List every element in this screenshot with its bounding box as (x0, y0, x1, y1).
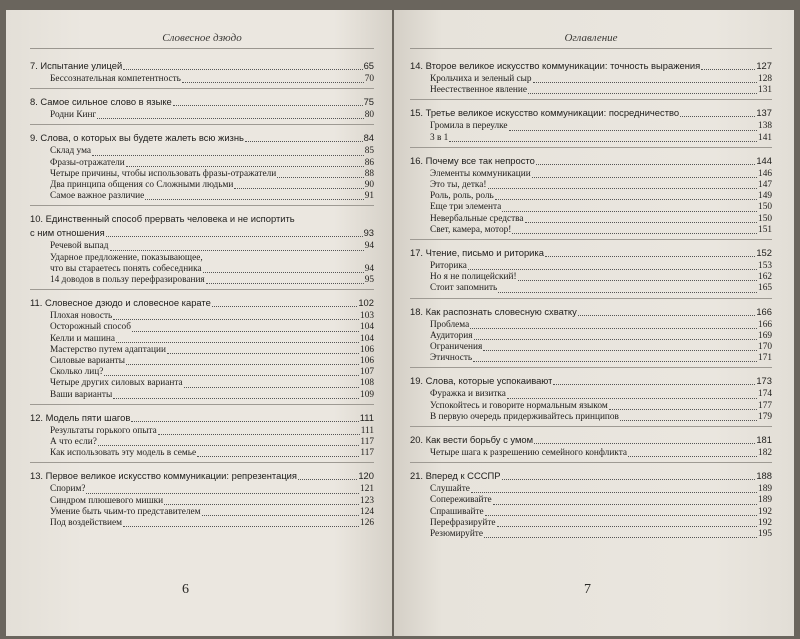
toc-list (30, 53, 374, 532)
section-row (30, 496, 374, 507)
dot-leader (502, 211, 757, 212)
dot-leader (206, 283, 364, 284)
section-row (410, 261, 772, 272)
section-title: Проблема (430, 319, 470, 330)
section-title: Синдром плюшевого мишки (50, 495, 164, 506)
dot-leader (484, 537, 757, 538)
section-title: Неестественное явление (430, 85, 527, 96)
dot-leader (502, 479, 756, 480)
dot-leader (528, 93, 757, 94)
dot-leader (525, 222, 758, 223)
dot-leader (449, 141, 757, 142)
page-ref: 169 (758, 330, 772, 341)
section-row (410, 283, 772, 294)
page-ref: 111 (360, 425, 374, 436)
section-row (410, 272, 772, 283)
chapter-title-row (30, 132, 374, 144)
dot-leader (98, 445, 360, 446)
page-ref: 166 (758, 319, 772, 330)
page-ref: 195 (758, 529, 772, 540)
dot-leader (473, 361, 757, 362)
dot-leader (471, 492, 757, 493)
section-title: Крольчиха и зеленый сыр (430, 74, 532, 84)
section-row (410, 448, 772, 459)
section-title: Четыре шага к разрешению семейного конфликта (430, 448, 627, 459)
dot-leader (680, 116, 755, 117)
chapter-title-row (410, 470, 772, 482)
chapter-title-row (30, 412, 374, 424)
dot-leader (474, 339, 758, 340)
dot-leader (164, 504, 359, 505)
chapter-title: 8. Самое сильное слово в языке (30, 96, 172, 108)
section-row (410, 225, 772, 236)
section-title: В первую очередь придерживайтесь принципов (430, 411, 619, 422)
page-ref: 150 (758, 202, 772, 213)
section-title: Два принципа общения со Сложными людьми (50, 180, 234, 191)
section-row (410, 412, 772, 423)
section-title: Самое важное различие (50, 191, 145, 202)
section-title: Стоит запомнить (430, 283, 498, 294)
section-title: Громила в переулке (430, 121, 508, 132)
running-head: Оглавление (564, 32, 618, 44)
section-title: Успокойтесь и говорите нормальным языком (430, 400, 608, 411)
section-title: Это ты, детка! (430, 180, 487, 191)
section-title: Четыре других силовых варианта (50, 378, 183, 389)
section-row-cont (30, 264, 374, 275)
title-continuation: что вы стараетесь понять собеседника (50, 263, 202, 274)
chapter-title: 7. Испытание улицей (30, 60, 123, 71)
section-row (30, 356, 374, 367)
section-row (30, 180, 374, 191)
section-row (30, 390, 374, 401)
page-number: 6 (182, 582, 189, 597)
section-row (30, 378, 374, 389)
dot-leader (126, 364, 359, 365)
chapter-title: 17. Чтение, письмо и риторика (410, 247, 544, 259)
dot-leader (495, 199, 757, 200)
dot-leader (202, 515, 359, 516)
dot-leader (620, 420, 757, 421)
section-row (410, 484, 772, 495)
section-title: Еще три элемента (430, 202, 502, 213)
section-row (410, 353, 772, 364)
section-title: Слушайте (430, 484, 470, 495)
page-ref: 162 (758, 272, 772, 283)
page-ref: 192 (758, 517, 772, 528)
section-title: Фуражка и визитка (430, 389, 506, 400)
chapter-title: 10. Единственный способ прервать человека и не испортить (30, 213, 295, 225)
page-ref: 117 (360, 448, 374, 459)
dot-leader (126, 166, 364, 167)
page-ref: 117 (360, 437, 374, 448)
page-ref: 137 (756, 107, 772, 119)
page-ref: 149 (758, 191, 772, 202)
dot-leader (488, 188, 758, 189)
chapter-block (30, 205, 374, 289)
chapter-title-row (30, 60, 374, 72)
dot-leader (173, 105, 363, 106)
section-row (30, 311, 374, 322)
dot-leader (545, 256, 755, 257)
dot-leader (167, 353, 359, 354)
section-row (410, 214, 772, 225)
chapter-title-row (30, 470, 374, 482)
page-ref: 182 (758, 448, 772, 459)
section-title: Результаты горького опыта (50, 425, 157, 436)
page-ref: 121 (360, 484, 374, 495)
dot-leader (470, 328, 757, 329)
page-ref: 150 (758, 213, 772, 224)
chapter-title: 12. Модель пяти шагов (30, 411, 131, 423)
section-row (410, 191, 772, 202)
page-ref: 165 (758, 283, 772, 294)
section-row (30, 169, 374, 180)
section-title: Умение быть чьим-то представителем (50, 506, 201, 517)
page-ref: 111 (359, 411, 374, 423)
section-title: Бессознательная компетентность (50, 74, 181, 84)
right-page (394, 10, 794, 636)
dot-leader (212, 306, 358, 307)
dot-leader (197, 456, 359, 457)
page-ref: 106 (360, 344, 374, 355)
dot-leader (483, 350, 757, 351)
section-title: Фразы-отражатели (50, 157, 125, 168)
section-title: Элементы коммуникации (430, 168, 531, 179)
dot-leader (92, 155, 364, 156)
section-row (410, 74, 772, 85)
section-title: Мастерство путем адаптации (50, 344, 166, 355)
section-title: Осторожный способ (50, 322, 131, 333)
section-row (410, 202, 772, 213)
dot-leader (507, 398, 757, 399)
page-ref: 102 (358, 297, 374, 309)
dot-leader (113, 398, 359, 399)
section-row (30, 146, 374, 157)
section-row (30, 507, 374, 518)
section-row (30, 518, 374, 529)
section-title: Но я не полицейский! (430, 272, 517, 283)
page-ref: 141 (758, 132, 772, 143)
chapter-block (410, 99, 772, 146)
page-ref: 147 (758, 180, 772, 191)
section-row (30, 110, 374, 121)
section-row (410, 389, 772, 400)
section-title: Силовые варианты (50, 356, 125, 367)
dot-leader (104, 375, 359, 376)
dot-leader (485, 515, 757, 516)
header-rule (410, 48, 772, 49)
page-ref: 70 (364, 74, 374, 84)
section-row (410, 401, 772, 412)
section-row (30, 241, 374, 252)
chapter-block (30, 124, 374, 205)
section-row (410, 180, 772, 191)
section-title: Спорим? (50, 484, 86, 495)
chapter-title-row (30, 297, 374, 309)
section-title: Родни Кинг (50, 110, 97, 121)
section-title: Склад ума (50, 146, 92, 157)
dot-leader (158, 434, 360, 435)
page-number: 7 (584, 582, 591, 597)
section-title: Келли и машина (50, 333, 116, 344)
chapter-title-row (30, 96, 374, 108)
page-ref: 177 (758, 400, 772, 411)
page-ref: 170 (758, 342, 772, 353)
page-ref: 104 (360, 333, 374, 344)
section-title: Ударное предложение, показывающее, (50, 252, 203, 263)
section-title: Четыре причины, чтобы использовать фразы-отражатели (50, 168, 277, 179)
chapter-block (30, 53, 374, 88)
running-head: Словесное дзюдо (162, 32, 242, 44)
page-ref: 93 (363, 227, 374, 239)
page-ref: 127 (756, 60, 772, 71)
page-ref: 153 (758, 261, 772, 272)
page-ref: 192 (758, 506, 772, 517)
section-row (30, 275, 374, 286)
page-ref: 75 (363, 96, 374, 108)
dot-leader (628, 456, 757, 457)
dot-leader (534, 443, 755, 444)
chapter-title: 15. Третье великое искусство коммуникации: посредничество (410, 107, 680, 119)
chapter-title-row (410, 60, 772, 72)
page-ref: 108 (360, 378, 374, 389)
chapter-block (410, 462, 772, 543)
page-ref: 146 (758, 168, 772, 179)
section-title: Как использовать эту модель в семье (50, 448, 197, 459)
section-row (410, 331, 772, 342)
dot-leader (497, 526, 758, 527)
page-ref: 188 (756, 470, 772, 482)
chapter-title: 20. Как вести борьбу с умом (410, 434, 534, 446)
section-row (30, 322, 374, 333)
page-ref: 124 (360, 506, 374, 517)
chapter-block (410, 298, 772, 368)
page-ref: 173 (756, 375, 772, 387)
page-ref: 90 (364, 180, 374, 191)
dot-leader (701, 69, 755, 70)
section-row (410, 169, 772, 180)
page-ref: 85 (364, 146, 374, 157)
section-title: А что если? (50, 437, 97, 448)
section-title: Ограничения (430, 342, 483, 353)
page-ref: 174 (758, 389, 772, 400)
page-ref: 80 (364, 110, 374, 121)
section-row (30, 484, 374, 495)
section-title: Аудитория (430, 330, 473, 341)
section-row (30, 191, 374, 202)
dot-leader (277, 177, 364, 178)
section-row (30, 345, 374, 356)
page-ref: 106 (360, 356, 374, 367)
page-ref: 94 (364, 263, 374, 274)
page-ref: 84 (363, 132, 374, 144)
page-ref: 166 (756, 305, 772, 317)
chapter-title: 16. Почему все так непросто (410, 154, 535, 166)
page-ref: 104 (360, 322, 374, 333)
chapter-title-row (410, 247, 772, 259)
chapter-block (30, 88, 374, 124)
section-title: Сколько лиц? (50, 367, 104, 378)
dot-leader (123, 526, 359, 527)
section-title: Роль, роль, роль (430, 191, 494, 202)
section-title: 3 в 1 (430, 132, 449, 143)
section-title: Под воздействием (50, 518, 123, 529)
page-ref: 91 (364, 191, 374, 202)
section-title: Сопереживайте (430, 495, 492, 506)
section-row (30, 367, 374, 378)
section-row (410, 518, 772, 529)
section-title: Ваши варианты (50, 389, 113, 400)
dot-leader (132, 331, 359, 332)
page-ref: 86 (364, 157, 374, 168)
section-title: Плохая новость (50, 311, 113, 322)
chapter-block (410, 147, 772, 239)
chapter-title: 19. Слова, которые успокаивают (410, 375, 553, 387)
dot-leader (116, 342, 359, 343)
section-row (410, 507, 772, 518)
section-title: Спрашивайте (430, 506, 484, 517)
left-page (6, 10, 392, 636)
section-row (30, 437, 374, 448)
section-row (30, 334, 374, 345)
chapter-title-row (410, 375, 772, 387)
chapter-title-row (410, 155, 772, 167)
chapter-title-row (30, 213, 374, 225)
section-row (410, 121, 772, 132)
dot-leader (532, 177, 757, 178)
chapter-block (410, 53, 772, 99)
section-title: Свет, камера, мотор! (430, 224, 512, 235)
chapter-title-row (410, 306, 772, 318)
section-row (410, 529, 772, 540)
page-ref: 181 (756, 434, 772, 446)
chapter-title-row (410, 107, 772, 119)
page-ref: 144 (756, 154, 772, 166)
section-row (410, 133, 772, 144)
section-title: Речевой выпад (50, 241, 109, 252)
dot-leader (468, 269, 757, 270)
dot-leader (609, 409, 757, 410)
page-ref: 88 (364, 168, 374, 179)
dot-leader (509, 130, 758, 131)
page-ref: 107 (360, 367, 374, 378)
section-row (410, 320, 772, 331)
chapter-title: 11. Словесное дзюдо и словесное карате (30, 297, 211, 309)
page-ref: 131 (758, 85, 772, 96)
section-row (30, 74, 374, 85)
dot-leader (493, 504, 757, 505)
dot-leader (578, 315, 756, 316)
page-ref: 103 (360, 311, 374, 322)
dot-leader (182, 82, 364, 83)
page-ref: 152 (756, 247, 772, 259)
dot-leader (145, 199, 363, 200)
dot-leader (512, 233, 757, 234)
page-ref: 126 (360, 518, 374, 529)
section-row (30, 253, 374, 264)
dot-leader (97, 118, 363, 119)
dot-leader (234, 188, 363, 189)
chapter-block (410, 426, 772, 462)
section-title: Этичность (430, 353, 473, 364)
header-rule (30, 48, 374, 49)
section-row (30, 448, 374, 459)
chapter-title-row-cont (30, 227, 374, 239)
section-row (30, 158, 374, 169)
chapter-title: 14. Второе великое искусство коммуникации: точность выражения (410, 60, 701, 71)
section-title: Перефразируйте (430, 517, 496, 528)
page-ref: 65 (363, 60, 374, 71)
dot-leader (298, 479, 357, 480)
section-title: Невербальные средства (430, 213, 524, 224)
dot-leader (106, 236, 363, 237)
page-ref: 95 (364, 275, 374, 286)
dot-leader (184, 387, 359, 388)
page-ref: 189 (758, 495, 772, 506)
dot-leader (518, 280, 757, 281)
title-continuation: с ним отношения (30, 227, 105, 239)
toc-list (410, 53, 772, 543)
dot-leader (123, 69, 362, 70)
page-ref: 138 (758, 121, 772, 132)
dot-leader (110, 250, 364, 251)
dot-leader (245, 141, 363, 142)
dot-leader (113, 319, 359, 320)
dot-leader (86, 493, 359, 494)
section-title: Резюмируйте (430, 529, 483, 540)
page-ref: 171 (758, 353, 772, 364)
page-ref: 94 (364, 241, 374, 252)
dot-leader (203, 272, 364, 273)
dot-leader (131, 421, 358, 422)
section-row (410, 85, 772, 96)
chapter-title: 21. Вперед к СССПР (410, 470, 501, 482)
chapter-title: 18. Как распознать словесную схватку (410, 305, 577, 317)
chapter-title-row (410, 434, 772, 446)
page-ref: 179 (758, 411, 772, 422)
section-row (410, 495, 772, 506)
page-ref: 128 (758, 74, 772, 84)
section-title: Риторика (430, 261, 467, 272)
chapter-block (410, 239, 772, 298)
chapter-title: 9. Слова, о которых вы будете жалеть всю жизнь (30, 132, 244, 144)
page-ref: 123 (360, 495, 374, 506)
chapter-block (30, 289, 374, 404)
section-title: 14 доводов в пользу перефразирования (50, 275, 205, 286)
section-row (410, 342, 772, 353)
chapter-title: 13. Первое великое искусство коммуникации: репрезентация (30, 470, 297, 482)
chapter-block (30, 404, 374, 463)
dot-leader (536, 164, 756, 165)
chapter-block (410, 367, 772, 426)
section-row (30, 426, 374, 437)
chapter-block (30, 462, 374, 532)
dot-leader (553, 384, 755, 385)
page-ref: 120 (358, 470, 374, 482)
dot-leader (533, 82, 757, 83)
dot-leader (498, 292, 757, 293)
page-ref: 109 (360, 389, 374, 400)
page-ref: 189 (758, 484, 772, 495)
page-ref: 151 (758, 224, 772, 235)
